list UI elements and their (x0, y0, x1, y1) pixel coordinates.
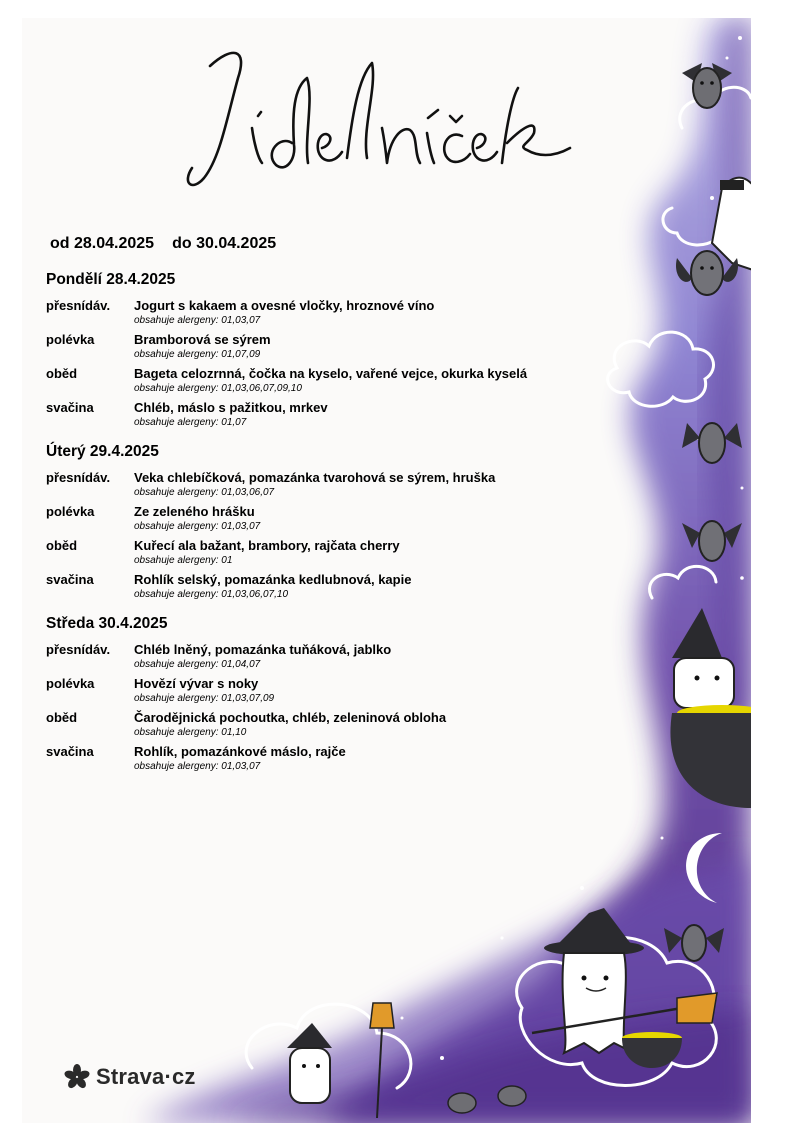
menu-days (46, 270, 606, 786)
meal-row (46, 642, 606, 676)
menu-sheet (22, 18, 751, 1123)
meal-type: polévka (46, 676, 95, 691)
day-title: Středa 30.4.2025 (46, 615, 168, 632)
meal-row (46, 744, 606, 778)
date-to: do 30.04.2025 (172, 235, 277, 252)
strava-logo (64, 1063, 196, 1091)
meal-row (46, 332, 606, 366)
meal-allergens: obsahuje alergeny: 01,07,09 (134, 349, 261, 360)
day-block (46, 614, 606, 778)
meal-description: Ze zeleného hrášku (134, 504, 255, 519)
meal-allergens: obsahuje alergeny: 01,10 (134, 727, 247, 738)
meal-description: Jogurt s kakaem a ovesné vločky, hroznové víno (134, 298, 435, 313)
date-from: od 28.04.2025 (50, 235, 155, 252)
meal-description: Chléb, máslo s pažitkou, mrkev (134, 400, 328, 415)
meal-type: přesnídáv. (46, 470, 111, 485)
meal-allergens: obsahuje alergeny: 01,03,06,07 (134, 487, 275, 498)
meal-description: Čarodějnická pochoutka, chléb, zeleninová obloha (134, 710, 447, 725)
meal-description: Rohlík, pomazánkové máslo, rajče (134, 744, 346, 759)
day-block (46, 442, 606, 606)
meal-description: Bageta celozrnná, čočka na kyselo, vařené vejce, okurka kyselá (134, 366, 528, 381)
meal-type: oběd (46, 710, 78, 725)
meal-type: svačina (46, 400, 94, 415)
meal-allergens: obsahuje alergeny: 01,07 (134, 417, 247, 428)
meal-row (46, 504, 606, 538)
meal-type: polévka (46, 504, 95, 519)
meal-type: svačina (46, 744, 94, 759)
meal-row (46, 400, 606, 434)
meal-allergens: obsahuje alergeny: 01,03,07,09 (134, 693, 275, 704)
meal-type: svačina (46, 572, 94, 587)
page-title-lettering (22, 18, 751, 208)
meal-description: Rohlík selský, pomazánka kedlubnová, kapie (134, 572, 412, 587)
meal-allergens: obsahuje alergeny: 01,03,06,07,09,10 (134, 383, 302, 394)
meal-allergens: obsahuje alergeny: 01,03,07 (134, 315, 261, 326)
logo-text: Strava·cz (96, 1064, 196, 1089)
meal-allergens: obsahuje alergeny: 01 (134, 555, 233, 566)
meal-row (46, 366, 606, 400)
meal-allergens: obsahuje alergeny: 01,03,07 (134, 761, 261, 772)
day-title: Pondělí 28.4.2025 (46, 271, 176, 288)
day-title: Úterý 29.4.2025 (46, 443, 159, 460)
meal-description: Bramborová se sýrem (134, 332, 271, 347)
meal-type: přesnídáv. (46, 298, 111, 313)
meal-type: polévka (46, 332, 95, 347)
meal-type: oběd (46, 538, 78, 553)
meal-row (46, 572, 606, 606)
flower-icon (64, 1064, 90, 1090)
meal-row (46, 470, 606, 504)
meal-allergens: obsahuje alergeny: 01,03,07 (134, 521, 261, 532)
meal-allergens: obsahuje alergeny: 01,03,06,07,10 (134, 589, 289, 600)
meal-description: Chléb lněný, pomazánka tuňáková, jablko (134, 642, 392, 657)
day-block (46, 270, 606, 434)
meal-row (46, 710, 606, 744)
meal-row (46, 538, 606, 572)
meal-type: přesnídáv. (46, 642, 111, 657)
meal-row (46, 676, 606, 710)
meal-allergens: obsahuje alergeny: 01,04,07 (134, 659, 261, 670)
meal-row (46, 298, 606, 332)
date-range (50, 235, 276, 253)
meal-type: oběd (46, 366, 78, 381)
meal-description: Kuřecí ala bažant, brambory, rajčata cherry (134, 538, 400, 553)
meal-description: Veka chlebíčková, pomazánka tvarohová se sýrem, hruška (134, 470, 496, 485)
meal-description: Hovězí vývar s noky (134, 676, 259, 691)
